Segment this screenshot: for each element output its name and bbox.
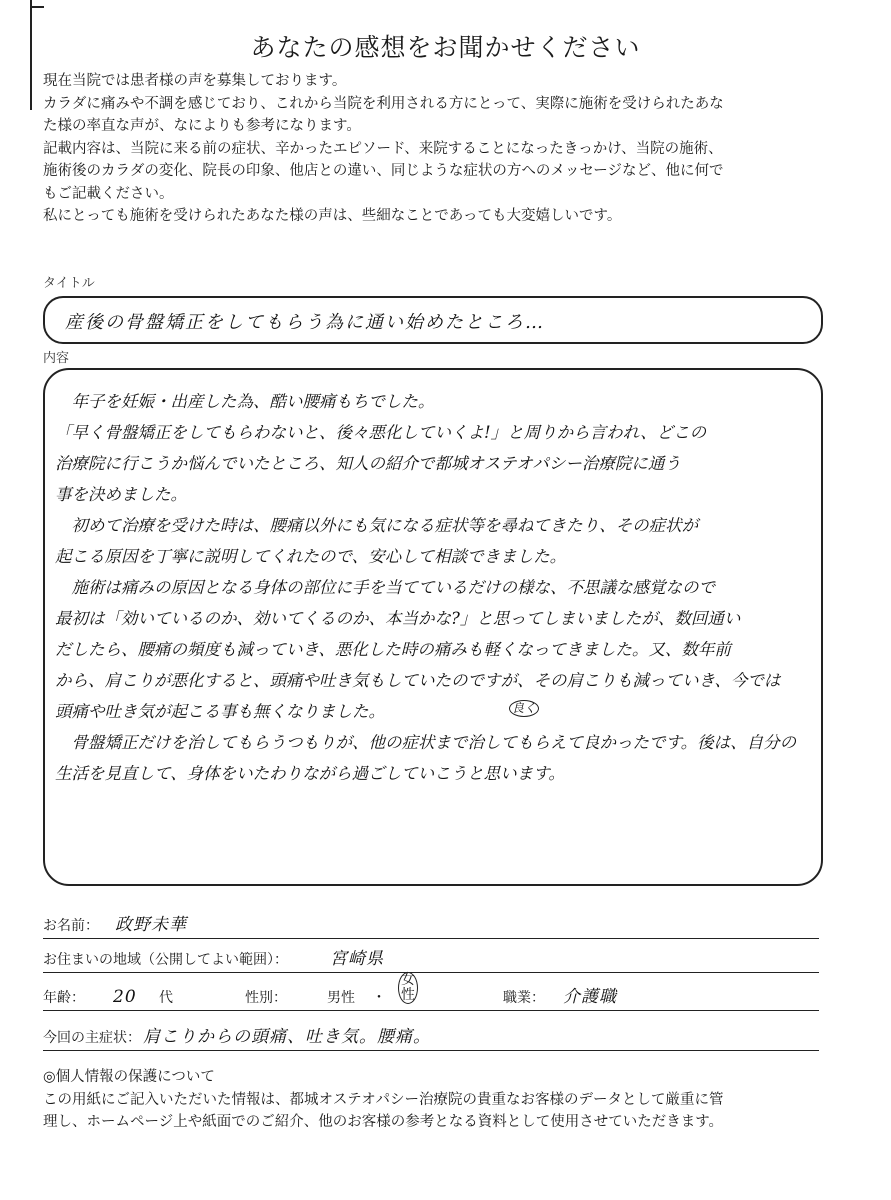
symptom-field: [43, 1024, 819, 1051]
age-value: 20: [113, 987, 137, 1007]
content-line: 年子を妊娠・出産した為、酷い腰痛もちでした。: [55, 392, 435, 411]
name-value: 政野未華: [115, 915, 187, 935]
intro-line: 施術後のカラダの変化、院長の印象、他店との違い、同じような症状の方へのメッセージなど、他に何で: [43, 163, 724, 179]
content-line: だしたら、腰痛の頻度も減っていき、悪化した時の痛みも軽くなってきました。又、数年前: [55, 640, 731, 659]
job-value: 介護職: [563, 987, 617, 1007]
content-line: 起こる原因を丁寧に説明してくれたので、安心して相談できました。: [55, 547, 567, 566]
intro-line: 現在当院では患者様の声を募集しております。: [43, 73, 347, 89]
intro-line: もご記載ください。: [43, 185, 174, 202]
gender-female-selected: 女性: [398, 972, 418, 1004]
corner-mark-top: [30, 6, 44, 8]
content-line: 事を決めました。: [55, 485, 187, 504]
intro-line: た様の率直な声が、なによりも参考になります。: [43, 118, 361, 134]
content-line: 最初は「効いているのか、効いてくるのか、本当かな?」と思ってしまいましたが、数回通い: [55, 609, 741, 628]
job-label: 職業：: [503, 990, 545, 1006]
name-field: [43, 912, 819, 939]
content-line: 「早く骨盤矯正をしてもらわないと、後々悪化していくよ!」と周りから言われ、どこの: [55, 423, 707, 442]
content-line: 施術は痛みの原因となる身体の部位に手を当てているだけの様な、不思議な感覚なので: [55, 578, 715, 597]
content-line: 初めて治療を受けた時は、腰痛以外にも気になる症状等を尋ねてきたり、その症状が: [55, 516, 699, 535]
content-line: から、肩こりが悪化すると、頭痛や吐き気もしていたのですが、その肩こりも減っていき、今では: [55, 671, 781, 690]
intro-line: 記載内容は、当院に来る前の症状、辛かったエピソード、来院することになったきっかけ、当院の施術、: [43, 140, 723, 157]
content-line: 頭痛や吐き気が起こる事も無くなりました。: [55, 702, 385, 721]
content-line: 生活を見直して、身体をいたわりながら過ごしていこうと思います。: [55, 764, 565, 783]
gender-separator: ・: [372, 990, 386, 1006]
region-field: [43, 946, 819, 973]
region-value: 宮崎県: [330, 949, 384, 969]
gender-male: 男性: [327, 990, 355, 1006]
symptom-value: 肩こりからの頭痛、吐き気。腰痛。: [143, 1027, 431, 1047]
title-label: タイトル: [43, 276, 95, 291]
privacy-heading: ◎個人情報の保護について: [43, 1069, 215, 1085]
privacy-line: この用紙にご記入いただいた情報は、都城オステオパシー治療院の貴重なお客様のデータとして厳重に管: [43, 1091, 724, 1108]
age-gender-job-field: [43, 972, 819, 1011]
content-line: 治療院に行こうか悩んでいたところ、知人の紹介で都城オステオパシー治療院に通う: [55, 454, 681, 473]
name-label: お名前：: [43, 918, 99, 934]
age-unit: 代: [159, 990, 173, 1006]
symptom-label: 今回の主症状：: [43, 1030, 141, 1046]
privacy-notice: [43, 1066, 843, 1134]
age-label: 年齢：: [43, 990, 85, 1006]
title-box: [43, 296, 823, 344]
title-value: 産後の骨盤矯正をしてもらう為に通い始めたところ…: [65, 312, 545, 333]
region-label: お住まいの地域（公開してよい範囲）：: [43, 952, 288, 968]
correction-note: 良く: [509, 700, 539, 717]
content-label: 内容: [43, 351, 70, 366]
intro-text: [43, 70, 843, 228]
content-text: [55, 386, 821, 789]
content-line: 骨盤矯正だけを治してもらうつもりが、他の症状まで治してもらえて良かったです。後は、自分の: [55, 733, 797, 752]
gender-label: 性別：: [245, 990, 287, 1006]
content-box: [43, 368, 823, 886]
privacy-line: 理し、ホームページ上や紙面でのご紹介、他のお客様の参考となる資料として使用させていただきます。: [43, 1114, 724, 1130]
intro-line: カラダに痛みや不調を感じており、これから当院を利用される方にとって、実際に施術を受けられたあな: [43, 95, 724, 112]
intro-line: 私にとっても施術を受けられたあなた様の声は、些細なことであっても大変嬉しいです。: [43, 208, 622, 224]
page-title: あなたの感想をお聞かせください: [250, 33, 641, 62]
